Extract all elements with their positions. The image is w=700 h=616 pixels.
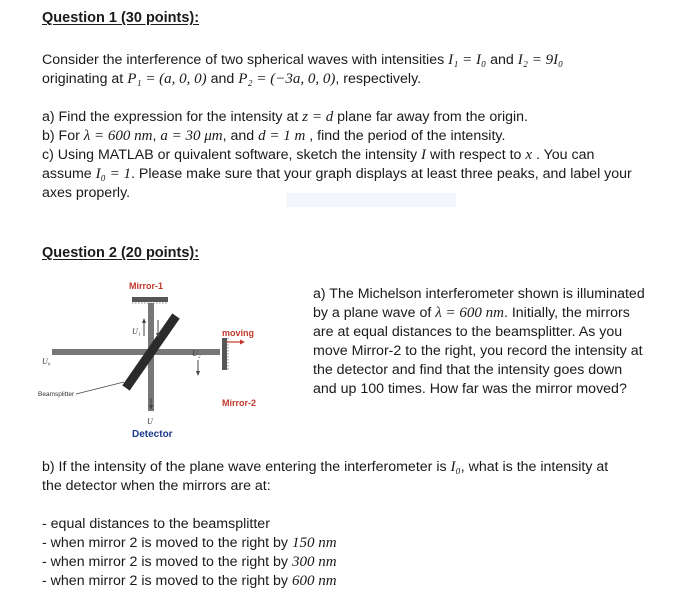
- q2-a-line3: are at equal distances to the beamsplitter. As you: [313, 324, 623, 340]
- q1-c-x: x: [525, 147, 533, 163]
- u-label: U: [147, 417, 153, 426]
- q1-a-post: plane far away from the origin.: [333, 109, 528, 125]
- q1-line1: [42, 51, 563, 70]
- q2-a-line2: [313, 304, 630, 323]
- list-item: [42, 534, 337, 553]
- u0-label: U₀: [42, 357, 51, 366]
- q1-heading: Question 1 (30 points):: [42, 10, 200, 26]
- q1-b-post: , find the period of the intensity.: [305, 128, 506, 144]
- list-item: [42, 515, 270, 534]
- q2-a-line2-post: . Initially, the mirrors: [503, 305, 630, 321]
- q1-part-a: [42, 108, 528, 127]
- list-item-value: 300 nm: [291, 554, 337, 570]
- q2-a-line4: move Mirror-2 to the right, you record the intensity at: [313, 343, 643, 359]
- q2-b-pre: b) If the intensity of the plane wave entering the interferometer is: [42, 459, 451, 475]
- q1-a-pre: a) Find the expression for the intensity at: [42, 109, 303, 125]
- list-item-text: - equal distances to the beamsplitter: [42, 516, 270, 532]
- detector-label: Detector: [132, 429, 173, 440]
- mirror2-label: Mirror-2: [222, 398, 257, 408]
- list-item-value: 600 nm: [291, 573, 337, 589]
- list-item: [42, 553, 337, 572]
- q1-line2-text: originating at: [42, 71, 128, 87]
- q1-and2: and: [206, 71, 239, 87]
- q1-and: and: [486, 52, 518, 68]
- beamsplitter-pointer: [76, 382, 124, 394]
- q1-I1: I₁ = I₀: [448, 52, 487, 68]
- q1-part-c-line2: [42, 165, 632, 184]
- q1-a-math: z = d: [302, 109, 334, 125]
- q1-line2: [42, 70, 421, 89]
- q1-line1-text: Consider the interference of two spherical waves with intensities: [42, 52, 449, 68]
- u2-arrow-head: [196, 371, 200, 376]
- q1-line2-post: , respectively.: [335, 71, 422, 87]
- q1-c-post: . You can: [532, 147, 595, 163]
- q2-a-line1: a) The Michelson interferometer shown is illuminated: [313, 286, 645, 302]
- q1-c2-I0: I₀ = 1: [95, 166, 131, 182]
- q1-I2: I₂ = 9I₀: [517, 52, 564, 68]
- q1-part-c-line3: axes properly.: [42, 185, 131, 201]
- q1-c-pre: c) Using MATLAB or quivalent software, sketch the intensity: [42, 147, 422, 163]
- q1-b-d: d = 1 m: [258, 128, 306, 144]
- u1-arrow-up-head: [142, 318, 146, 323]
- q2-b-I0: I₀: [450, 459, 461, 475]
- q2-b-post: , what is the intensity at: [460, 459, 609, 475]
- list-item-text: - when mirror 2 is moved to the right by: [42, 573, 292, 589]
- mirror1-plate: [132, 297, 168, 302]
- michelson-diagram: [36, 276, 284, 444]
- q1-c-mid: with respect to: [426, 147, 526, 163]
- moving-arrow-head: [240, 340, 245, 345]
- q1-b-pre: b) For: [42, 128, 84, 144]
- q1-b-mid1: ,: [152, 128, 161, 144]
- q2-a-line5: the detector and find that the intensity goes down: [313, 362, 623, 378]
- q1-b-lambda: λ = 600 nm: [83, 128, 153, 144]
- q2-a-lambda: λ = 600 nm: [435, 305, 504, 321]
- beamsplitter-label: Beamsplitter: [38, 391, 75, 398]
- q2-a-line6: and up 100 times. How far was the mirror moved?: [313, 381, 627, 397]
- q1-c2-pre: assume: [42, 166, 96, 182]
- list-item-text: - when mirror 2 is moved to the right by: [42, 554, 292, 570]
- q1-P1: P₁ = (a, 0, 0): [127, 71, 207, 87]
- q1-part-b: [42, 127, 505, 146]
- q1-c2-post: . Please make sure that your graph displays at least three peaks, and label your: [130, 166, 632, 182]
- u1-label: U₁: [132, 327, 141, 336]
- faint-highlight: [286, 193, 456, 207]
- list-item: [42, 572, 337, 591]
- moving-label: moving: [222, 328, 255, 338]
- mirror2-plate: [222, 338, 227, 370]
- list-item-text: - when mirror 2 is moved to the right by: [42, 535, 292, 551]
- q1-c-I: I: [421, 147, 427, 163]
- q2-heading: Question 2 (20 points):: [42, 245, 200, 261]
- q1-P2: P₂ = (−3a, 0, 0): [238, 71, 336, 87]
- q1-part-c-line1: [42, 146, 594, 165]
- list-item-value: 150 nm: [291, 535, 337, 551]
- q1-b-mid2: , and: [222, 128, 259, 144]
- q2-b-line2: the detector when the mirrors are at:: [42, 478, 271, 494]
- u2-label: U₂: [192, 349, 201, 358]
- q2-a-line2-pre: by a plane wave of: [313, 305, 436, 321]
- q2-b-line1: [42, 458, 608, 477]
- q1-b-a: a = 30 μm: [160, 128, 223, 144]
- mirror1-label: Mirror-1: [129, 281, 164, 291]
